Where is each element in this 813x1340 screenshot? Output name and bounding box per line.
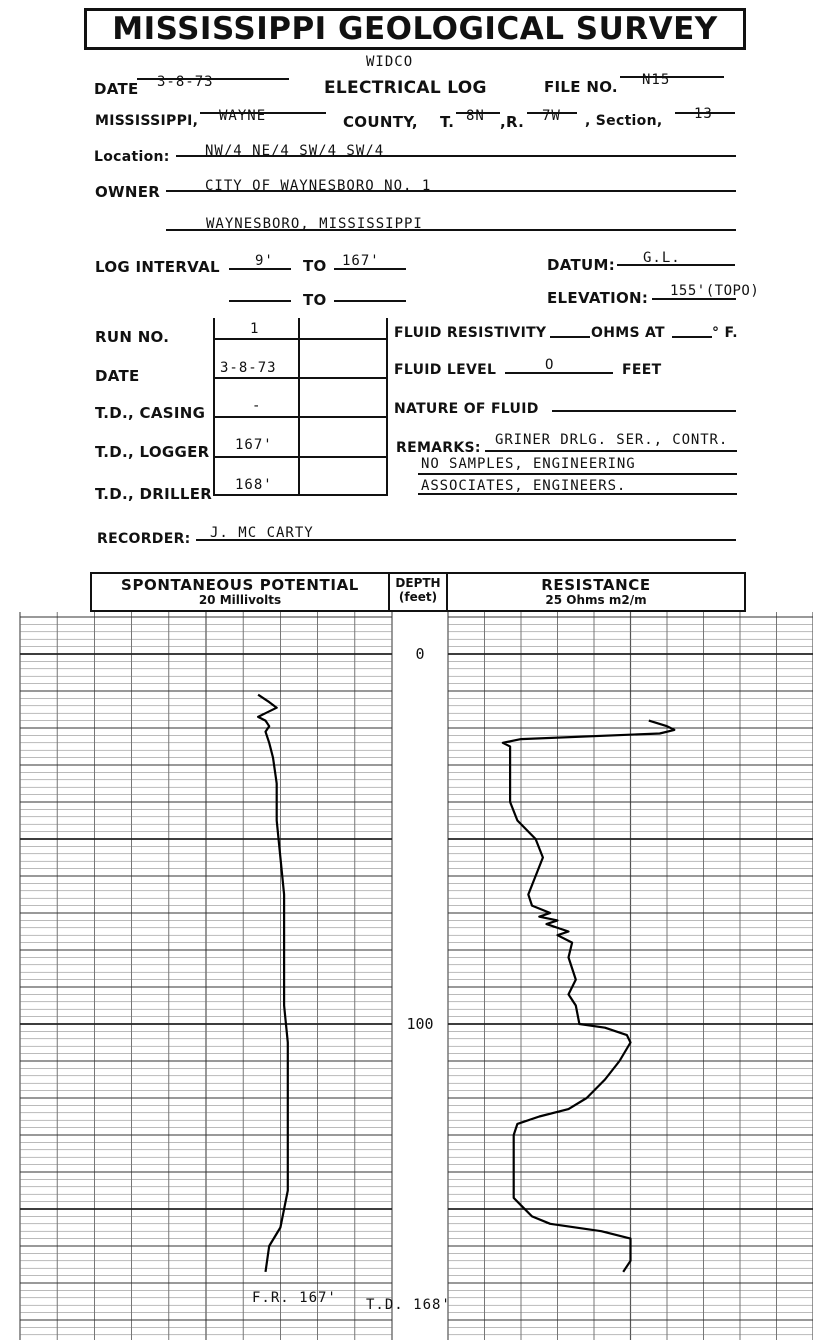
log-type: ELECTRICAL LOG: [324, 78, 487, 98]
sp-track-grid: [20, 612, 392, 1340]
remarks-line-1: GRINER DRLG. SER., CONTR.: [495, 432, 729, 448]
fluid-resistivity-label: FLUID RESISTIVITY: [394, 325, 547, 341]
log-interval-label: LOG INTERVAL: [95, 258, 220, 276]
recorder-name: J. MC CARTY: [210, 525, 314, 541]
td-casing-value: -: [252, 398, 262, 414]
footer-labels: [252, 1290, 451, 1313]
owner-line-2: WAYNESBORO, MISSISSIPPI: [206, 216, 423, 232]
county-value: WAYNE: [219, 108, 267, 124]
feet-label: FEET: [622, 362, 662, 378]
td-logger-label: T.D., LOGGER: [95, 443, 210, 461]
degrees-label: ° F.: [712, 325, 738, 341]
survey-title: MISSISSIPPI GEOLOGICAL SURVEY: [84, 8, 746, 50]
electrical-log-chart: [0, 612, 813, 1340]
fr-label: F.R. 167': [252, 1290, 337, 1306]
ohms-at-label: OHMS AT: [591, 325, 665, 341]
log-curves: [258, 695, 674, 1272]
td-label: T.D. 168': [366, 1297, 451, 1313]
elevation-label: ELEVATION:: [547, 289, 649, 307]
date-value: 3-8-73: [157, 74, 214, 90]
recorder-label: RECORDER:: [97, 531, 191, 547]
section-label: , Section,: [585, 113, 663, 129]
fluid-level-label: FLUID LEVEL: [394, 362, 497, 378]
resistance-curve: [503, 721, 675, 1272]
file-no-value: N15: [642, 72, 671, 88]
resistance-track-grid: [448, 612, 813, 1340]
section-value: 13: [694, 106, 713, 122]
file-no-label: FILE NO.: [544, 78, 618, 96]
td-logger-value: 167': [235, 437, 273, 453]
remarks-line-3: ASSOCIATES, ENGINEERS.: [421, 478, 627, 494]
township-value: 8N: [466, 108, 485, 124]
td-driller-value: 168': [235, 477, 273, 493]
depth-unit: (feet): [398, 590, 438, 604]
owner-label: OWNER: [95, 183, 161, 201]
state-label: MISSISSIPPI,: [95, 113, 199, 129]
nature-of-fluid-label: NATURE OF FLUID: [394, 401, 539, 417]
td-casing-label: T.D., CASING: [95, 404, 206, 422]
location-label: Location:: [94, 149, 170, 165]
location-value: NW/4 NE/4 SW/4 SW/4: [205, 143, 385, 159]
owner-line-1: CITY OF WAYNESBORO NO. 1: [205, 178, 432, 194]
run-date-label: DATE: [95, 367, 140, 385]
sp-scale: 20 Millivolts: [198, 593, 282, 607]
company-name: WIDCO: [366, 54, 414, 70]
run-date-value: 3-8-73: [220, 360, 277, 376]
date-label: DATE: [94, 80, 139, 98]
sp-header: [92, 574, 390, 610]
township-label: T.: [440, 113, 455, 131]
td-driller-label: T.D., DRILLER: [95, 485, 213, 503]
fluid-level-value: O: [545, 357, 555, 373]
remarks-label: REMARKS:: [396, 440, 481, 456]
range-label: ,R.: [500, 113, 525, 131]
depth-tick-label: 100: [406, 1015, 434, 1033]
track-header: [90, 572, 746, 612]
depth-title: DEPTH: [395, 576, 441, 590]
run-no-label: RUN NO.: [95, 328, 170, 346]
to-label: TO: [303, 257, 327, 275]
to-label-2: TO: [303, 291, 327, 309]
depth-header: [390, 574, 448, 610]
county-label: COUNTY,: [343, 113, 418, 131]
interval-to-value: 167': [342, 253, 380, 269]
run-no-value: 1: [250, 321, 260, 337]
sp-title: SPONTANEOUS POTENTIAL: [121, 576, 359, 594]
res-scale: 25 Ohms m2/m: [545, 593, 647, 607]
resistance-header: [448, 574, 744, 610]
res-title: RESISTANCE: [541, 576, 651, 594]
datum-value: G.L.: [643, 250, 681, 266]
sp-curve: [258, 695, 288, 1272]
datum-label: DATUM:: [547, 256, 616, 274]
remarks-line-2: NO SAMPLES, ENGINEERING: [421, 456, 636, 472]
elevation-value: 155'(TOPO): [670, 283, 760, 299]
depth-labels: [406, 645, 433, 1033]
depth-tick-label: 0: [415, 645, 425, 663]
range-value: 7W: [542, 108, 561, 124]
interval-from-value: 9': [255, 253, 274, 269]
